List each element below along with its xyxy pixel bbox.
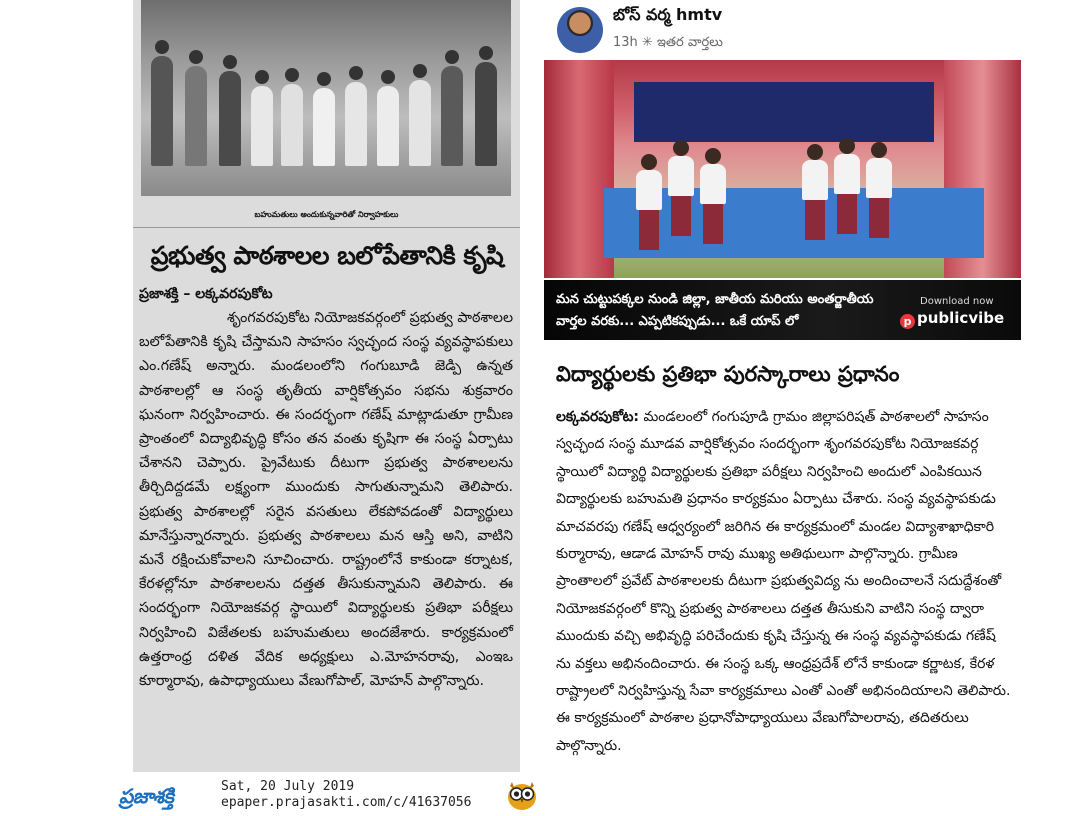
person-figure [475,62,497,166]
person-head [445,50,459,64]
author-name[interactable]: బోస్ వర్మ hmtv [613,5,723,24]
separator-icon: ✳ [641,35,653,50]
ad-text-line-1: మన చుట్టుపక్కల నుండి జిల్లా, జాతీయ మరియు అంతర్జాతీయ [556,292,874,307]
publicvibe-ad-banner[interactable] [544,280,1021,340]
award-ceremony-photo [141,0,511,196]
person-head [413,64,427,78]
article-body [139,306,513,693]
person-head [255,70,269,84]
newspaper-clipping [133,0,520,772]
article-paragraph: శృంగవరపుకోట నియోజకవర్గంలో ప్రభుత్వ పాఠశాలల బలోపేతానికి కృషి చేస్తామని సాహసం స్వచ్ఛంద సంస్థ వ్యవస్థాపకులు ఎం.గణేష్ అన్నారు. మండలంలోని గంగుబూడి జెడ్పి ఉన్నత పాఠశాలల్లో ఆ సంస్థ తృతీయ వార్షికోత్సవం సభను శుక్రవారం ఘనంగా నిర్వహించారు. ఈ సందర్భంగా గణేష్ మాట్లాడుతూ గ్రామీణ ప్రాంతంలో విద్యాభివృద్ధి కోసం తన వంతు కృషిగా ఈ సంస్థ ఏర్పాటు చేశానని చెప్పారు. ప్రైవేటుకు దీటుగా ప్రభుత్వ పాఠశాలలను తీర్చిదిద్దడమే లక్ష్యంగా ముందుకు సాగుతున్నామని తెలిపారు. ప్రభుత్వ పాఠశాలల్లో సరైన వసతులు లేకపోవడంతో విద్యార్థులు మానేస్తున్నారన్నారు. ప్రభుత్వ పాఠశాలలు మన ఆస్తి అని, వాటిని మనే రక్షించుకోవాలని సూచించారు. రాష్ట్రంలోనే కాకుండా కర్నాటక, కేరళల్లోనూ పాఠశాలలను దత్తత తీసుకున్నామని తెలిపారు. ఈ సందర్భంగా నియోజకవర్గ స్థాయిలో విద్యార్థులకు ప్రతిభా పరీక్షలు నిర్వహించి విజేతలకు బహుమతులు అందజేశారు. కార్యక్రమంలో ఉత్తరాంధ్ర దళిత వేదిక అధ్యక్షులు ఎ.మోహనరావు, ఎంఇఒ కూర్మారావు, ఉపాధ్యాయులు వేణుగోపాల్, మోహన్ పాల్గొన్నారు. [139,310,513,690]
brand-name: publicvibe [917,309,1005,327]
publicvibe-logo-icon: p [900,314,915,329]
photo-caption: బహుమతులు అందుకున్నవారితో నిర్వాహకులు [133,202,520,228]
post-time: 13h [613,35,638,50]
post-headline: విద్యార్థులకు ప్రతిభా పురస్కారాలు ప్రధానం [556,362,900,386]
person-figure [377,86,399,166]
students-award-photo [544,60,1021,278]
post-body [556,404,1014,760]
person-figure [313,88,335,166]
person-head [349,66,363,80]
prajasakti-logo: ప్రజాశక్తి [119,784,174,808]
person-figure [441,66,463,166]
article-byline: ప్రజాశక్తి – లక్కవరపుకోట [139,286,273,302]
post-dateline: లక్కవరపుకోట: [556,409,640,425]
person-figure [151,56,173,166]
publicvibe-brand[interactable] [900,309,1004,329]
ad-text-line-2: వార్తల వరకు... ఎప్పటికప్పుడు... ఒకే యాప్ లో [556,314,799,329]
post-category[interactable]: ఇతర వార్తలు [656,35,723,50]
person-head [155,40,169,54]
person-figure [281,84,303,166]
person-head [285,68,299,82]
person-figure [219,71,241,166]
person-figure [185,66,207,166]
author-avatar[interactable] [557,7,603,53]
edition-date: Sat, 20 July 2019 [221,779,355,794]
post-meta [613,35,723,53]
person-head [381,70,395,84]
person-head [189,50,203,64]
download-now-label[interactable]: Download now [920,296,994,307]
person-head [317,72,331,86]
person-figure [251,86,273,166]
epaper-footer [113,775,543,816]
article-headline: ప్రభుత్వ పాఠశాలల బలోపేతానికి కృషి [150,241,504,270]
post-body-text: మండలంలో గంగుపూడి గ్రామం జిల్లాపరిషత్ పాఠశాలలో సాహసం స్వచ్ఛంద సంస్థ మూడవ వార్షికోత్సవం సందర్భంగా శృంగవరపుకోట నియోజకవర్గ స్థాయిలో విద్యార్థి విద్యార్థులకు ప్రతిభా పరీక్షలు నిర్వహించి అందులో ఎంపికయిన విద్యార్థులకు బహుమతి ప్రధానం కార్యక్రమం ఏర్పాటు చేశారు. సంస్థ వ్యవస్థాపకుడు మాచవరపు గణేష్ ఆధ్వర్యంలో జరిగిన ఈ కార్యక్రమంలో మండల విద్యాశాఖాధికారి కుర్మారావు, ఆడాడ మోహన్ రావు ముఖ్య అతిథులుగా పాల్గొన్నారు. గ్రామీణ ప్రాంతాలలో ప్రవేట్ పాఠశాలలకు దీటుగా ప్రభుత్వవిద్య ను అందించాలనే సదుద్దేశంతో నియోజకవర్గంలో కొన్ని ప్రభుత్వ పాఠశాలలు దత్తత తీసుకుని వాటిని సంస్థ ద్వారా ముందుకు వచ్చి అభివృద్ధి పరిచేందుకు కృషి చేస్తున్న ఈ సంస్థ వ్యవస్థాపకుడు గణేష్ ను వక్తలు అభినందించారు. ఈ సంస్థ ఒక్క ఆంధ్రప్రదేశ్ లోనే కాకుండా కర్ణాటక, కేరళ రాష్ట్రాలలో నిర్వహిస్తున్న సేవా కార్యక్రమాలు ఎంతో ఎంతో అభినందియాలని తెలిపారు. ఈ కార్యక్రమంలో పాఠశాల ప్రధానోపాధ్యాయులు వేణుగోపాలరావు, తదితరులు పాల్గొన్నారు. [556,409,1011,754]
stage-banner [634,82,934,142]
person-figure [345,82,367,166]
person-figure [409,80,431,166]
person-head [479,46,493,60]
epaper-url[interactable]: epaper.prajasakti.com/c/41637056 [221,795,472,810]
owl-icon [505,778,539,812]
person-head [223,55,237,69]
